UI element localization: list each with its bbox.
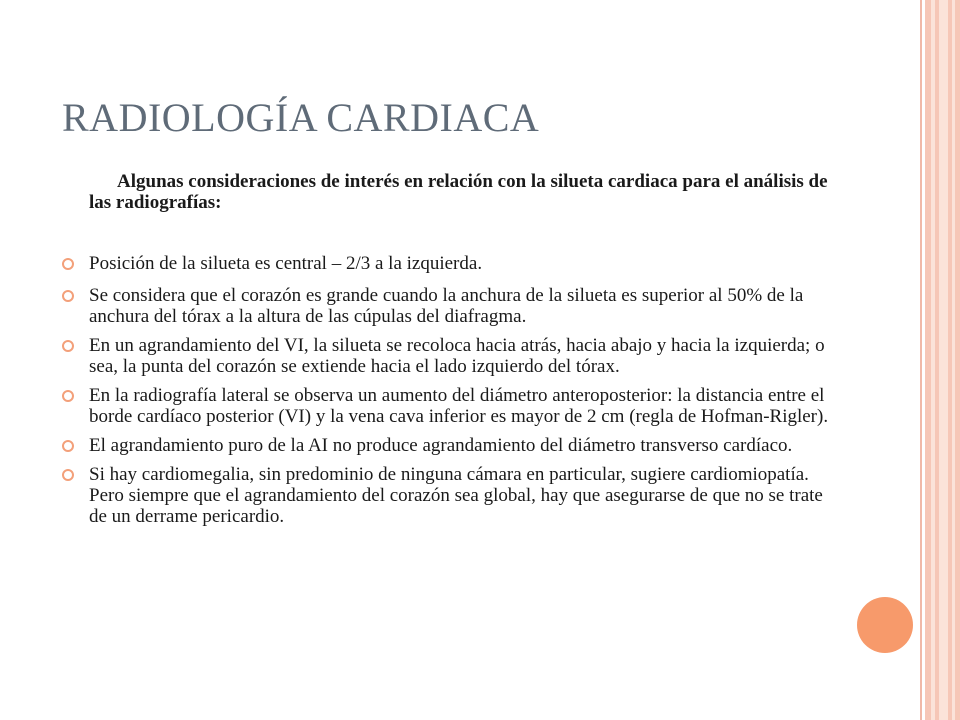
decorative-stripe — [952, 0, 955, 720]
frame-line — [920, 0, 922, 720]
slide-title: RADIOLOGÍA CARDIACA — [62, 95, 540, 140]
bullet-ring-icon — [62, 290, 74, 302]
decorative-stripe — [939, 0, 948, 720]
bullet-text: Se considera que el corazón es grande cuando la anchura de la silueta es superior al 50% de la anchura del tórax a la altura de las cúpulas del diafragma. — [89, 285, 804, 327]
bullet-text: Posición de la silueta es central – 2/3 a la izquierda. — [89, 253, 483, 274]
decorative-circle-icon — [857, 597, 913, 653]
bullet-ring-icon — [62, 258, 74, 270]
bullet-item — [62, 464, 832, 527]
bullet-item — [62, 335, 832, 377]
bullet-item — [62, 253, 832, 274]
bullet-ring-icon — [62, 390, 74, 402]
bullet-item — [62, 435, 832, 456]
bullet-text: En un agrandamiento del VI, la silueta se recoloca hacia atrás, hacia abajo y hacia la izquierda; o sea, la punta del corazón se extiende hacia el lado izquierdo del tórax. — [89, 335, 825, 377]
bullet-item — [62, 285, 832, 327]
bullet-text: En la radiografía lateral se observa un aumento del diámetro anteroposterior: la distancia entre el borde cardíaco posterior (VI) y la vena cava inferior es mayor de 2 cm (regla de Hofman-Rigler). — [89, 385, 829, 427]
bullet-ring-icon — [62, 340, 74, 352]
bullet-ring-icon — [62, 469, 74, 481]
decorative-stripe — [931, 0, 935, 720]
bullet-text: El agrandamiento puro de la AI no produce agrandamiento del diámetro transverso cardíaco. — [89, 435, 793, 456]
intro-text: Algunas consideraciones de interés en relación con la silueta cardiaca para el análisis de las radiografías: — [89, 171, 828, 213]
bullet-list — [62, 253, 832, 535]
bullet-text: Si hay cardiomegalia, sin predominio de ninguna cámara en particular, sugiere cardiomiopatía. Pero siempre que el agrandamiento del corazón sea global, hay que asegurarse de que no se trate de un derrame pericardio. — [89, 464, 823, 527]
bullet-item — [62, 385, 832, 427]
bullet-ring-icon — [62, 440, 74, 452]
